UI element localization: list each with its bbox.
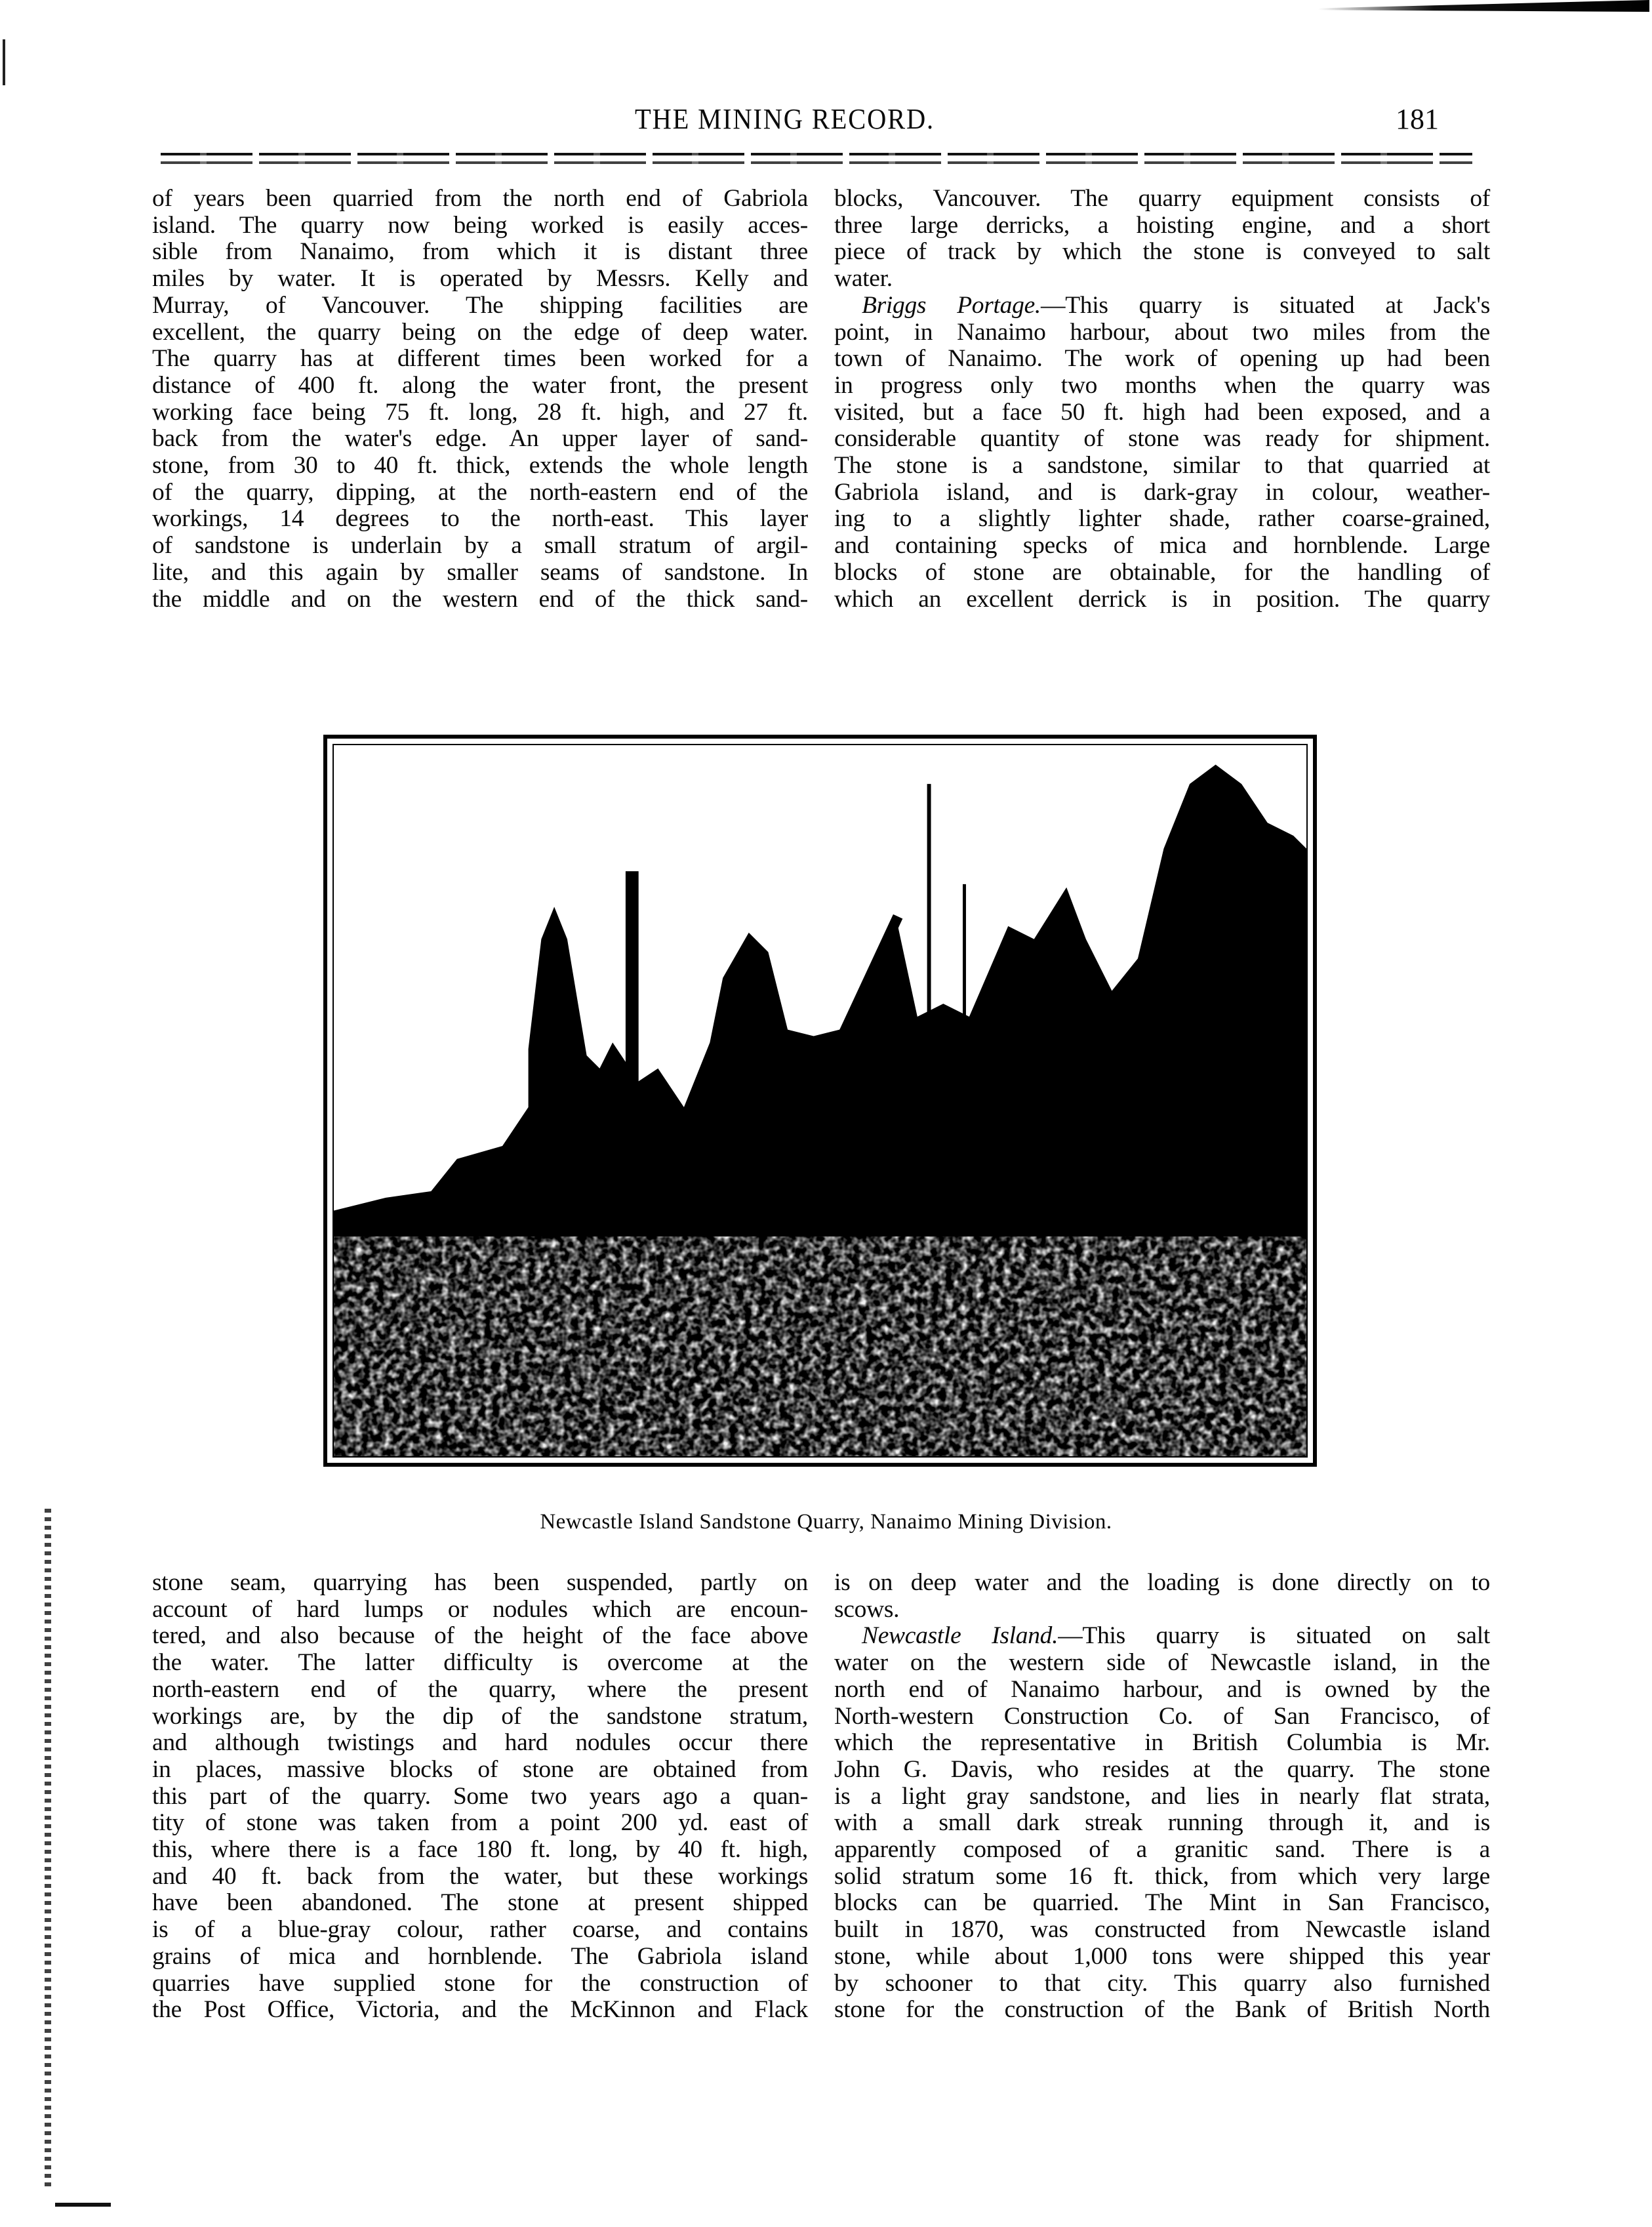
text-line: north-eastern end of the quarry, where the present <box>152 1675 808 1703</box>
text-line: three large derricks, a hoisting engine, and a short <box>834 211 1490 239</box>
text-line: island. The quarry now being worked is easily acces- <box>152 211 808 239</box>
text-line: distance of 400 ft. along the water front, the present <box>152 371 808 399</box>
binding-edge-streak <box>45 1509 51 2191</box>
header-rule <box>161 153 1472 155</box>
text-line: which an excellent derrick is in position. The quarry <box>834 585 1490 613</box>
text-line: stone, from 30 to 40 ft. thick, extends the whole length <box>152 452 808 480</box>
text-line: workings are, by the dip of the sandstone stratum, <box>152 1702 808 1730</box>
text-line: Gabriola island, and is dark-gray in colour, weather- <box>834 478 1490 506</box>
text-line: north end of Nanaimo harbour, and is owned by the <box>834 1675 1490 1703</box>
text-line: miles by water. It is operated by Messrs. Kelly and <box>152 265 808 293</box>
derrick-mast <box>963 884 966 1046</box>
text-line: working face being 75 ft. long, 28 ft. high, and 27 ft. <box>152 398 808 426</box>
text-line: built in 1870, was constructed from Newcastle island <box>834 1916 1490 1944</box>
text-line: water. <box>834 265 893 293</box>
text-line: The stone is a sandstone, similar to that quarried at <box>834 452 1490 480</box>
text-line: back from the water's edge. An upper layer of sand- <box>152 425 808 453</box>
section-heading-newcastle-island: Newcastle Island. <box>862 1622 1058 1650</box>
text-line: piece of track by which the stone is conveyed to salt <box>834 238 1490 266</box>
page-number: 181 <box>1396 103 1439 135</box>
text-line: stone, while about 1,000 tons were shipped this year <box>834 1942 1490 1970</box>
halftone-photo <box>334 745 1306 1456</box>
text-line: point, in Nanaimo harbour, about two miles from the <box>834 318 1490 346</box>
text-line: this, where there is a face 180 ft. long, by 40 ft. high, <box>152 1836 808 1864</box>
paragraph <box>834 1570 1490 1623</box>
text-line: lite, and this again by smaller seams of sandstone. In <box>152 558 808 586</box>
text-line: the water. The latter difficulty is overcome at the <box>152 1649 808 1677</box>
text-line: this part of the quarry. Some two years ago a quan- <box>152 1782 808 1810</box>
text-line: water on the western side of Newcastle island, in the <box>834 1649 1490 1677</box>
paragraph <box>152 1570 808 2024</box>
running-head <box>0 98 1652 138</box>
column-bottom-right <box>834 1570 1490 2024</box>
text-line: account of hard lumps or nodules which are encoun- <box>152 1595 808 1623</box>
text-line: and containing specks of mica and hornblende. Large <box>834 532 1490 560</box>
text-line: scows. <box>834 1595 900 1623</box>
paragraph <box>834 319 1490 613</box>
text-line: is a light gray sandstone, and lies in nearly flat strata, <box>834 1782 1490 1810</box>
text-line: town of Nanaimo. The work of opening up had been <box>834 345 1490 373</box>
text-line: the Post Office, Victoria, and the McKinnon and Flack <box>152 1996 808 2024</box>
text-line: quarries have supplied stone for the construction of <box>152 1969 808 1997</box>
text-line: blocks, Vancouver. The quarry equipment consists of <box>834 185 1490 212</box>
journal-title: THE MINING RECORD. <box>635 103 935 135</box>
rock-texture <box>334 1236 1306 1456</box>
text-line: visited, but a face 50 ft. high had been exposed, and a <box>834 398 1490 426</box>
paragraph <box>834 186 1490 293</box>
text-line: grains of mica and hornblende. The Gabriola island <box>152 1942 808 1970</box>
column-bottom-left <box>152 1570 808 2024</box>
text-line: tered, and also because of the height of the face above <box>152 1622 808 1650</box>
line-text: —This quarry is situated at Jack's <box>1041 291 1490 319</box>
text-line: North-western Construction Co. of San Francisco, of <box>834 1702 1490 1730</box>
text-line: considerable quantity of stone was ready for shipment. <box>834 425 1490 453</box>
column-top-left <box>152 186 808 613</box>
text-line: stone seam, quarrying has been suspended, partly on <box>152 1569 808 1596</box>
text-line: blocks can be quarried. The Mint in San Francisco, <box>834 1889 1490 1917</box>
text-line: ing to a slightly lighter shade, rather coarse-grained, <box>834 505 1490 533</box>
text-line: of the quarry, dipping, at the north-eastern end of the <box>152 478 808 506</box>
paragraph <box>834 1650 1490 2024</box>
column-top-right <box>834 186 1490 613</box>
scan-edge-mark <box>55 2203 111 2207</box>
paragraph <box>152 186 808 613</box>
text-line: of years been quarried from the north end of Gabriola <box>152 185 808 212</box>
text-line: and 40 ft. back from the water, but these workings <box>152 1862 808 1890</box>
text-line: blocks of stone are obtainable, for the handling of <box>834 558 1490 586</box>
paragraph-first-line <box>834 1623 1490 1650</box>
text-line: solid stratum some 16 ft. thick, from which very large <box>834 1862 1490 1890</box>
text-line: in progress only two months when the quarry was <box>834 371 1490 399</box>
text-line: Murray, of Vancouver. The shipping facilities are <box>152 291 808 319</box>
scan-edge-mark <box>1318 0 1649 12</box>
text-line: sible from Nanaimo, from which it is distant three <box>152 238 808 266</box>
text-line: The quarry has at different times been worked for a <box>152 345 808 373</box>
text-line: stone for the construction of the Bank of British North <box>834 1996 1490 2024</box>
paragraph-first-line <box>834 293 1490 319</box>
text-line: and although twistings and hard nodules occur there <box>152 1729 808 1757</box>
text-line: tity of stone was taken from a point 200 yd. east of <box>152 1809 808 1837</box>
scan-edge-mark <box>3 39 5 85</box>
text-line: which the representative in British Columbia is Mr. <box>834 1729 1490 1757</box>
quarry-photograph <box>323 735 1317 1467</box>
derrick-mast <box>626 871 639 1207</box>
text-line: in places, massive blocks of stone are obtained from <box>152 1755 808 1783</box>
text-line: workings, 14 degrees to the north-east. This layer <box>152 505 808 533</box>
text-line: is of a blue-gray colour, rather coarse, and contains <box>152 1916 808 1944</box>
text-line: have been abandoned. The stone at present shipped <box>152 1889 808 1917</box>
text-line: by schooner to that city. This quarry also furnished <box>834 1969 1490 1997</box>
line-text: —This quarry is situated on salt <box>1058 1622 1490 1650</box>
text-line: the middle and on the western end of the thick sand- <box>152 585 808 613</box>
text-line: John G. Davis, who resides at the quarry. The stone <box>834 1755 1490 1783</box>
text-line: of sandstone is underlain by a small stratum of argil- <box>152 532 808 560</box>
header-rule <box>161 161 1472 164</box>
section-heading-briggs-portage: Briggs Portage. <box>862 291 1041 319</box>
text-line: is on deep water and the loading is done directly on to <box>834 1569 1490 1596</box>
text-line: apparently composed of a granitic sand. There is a <box>834 1836 1490 1864</box>
derrick-mast <box>927 784 931 1062</box>
figure-caption: Newcastle Island Sandstone Quarry, Nanaimo Mining Division. <box>540 1510 1112 1534</box>
text-line: excellent, the quarry being on the edge of deep water. <box>152 318 808 346</box>
text-line: with a small dark streak running through it, and is <box>834 1809 1490 1837</box>
